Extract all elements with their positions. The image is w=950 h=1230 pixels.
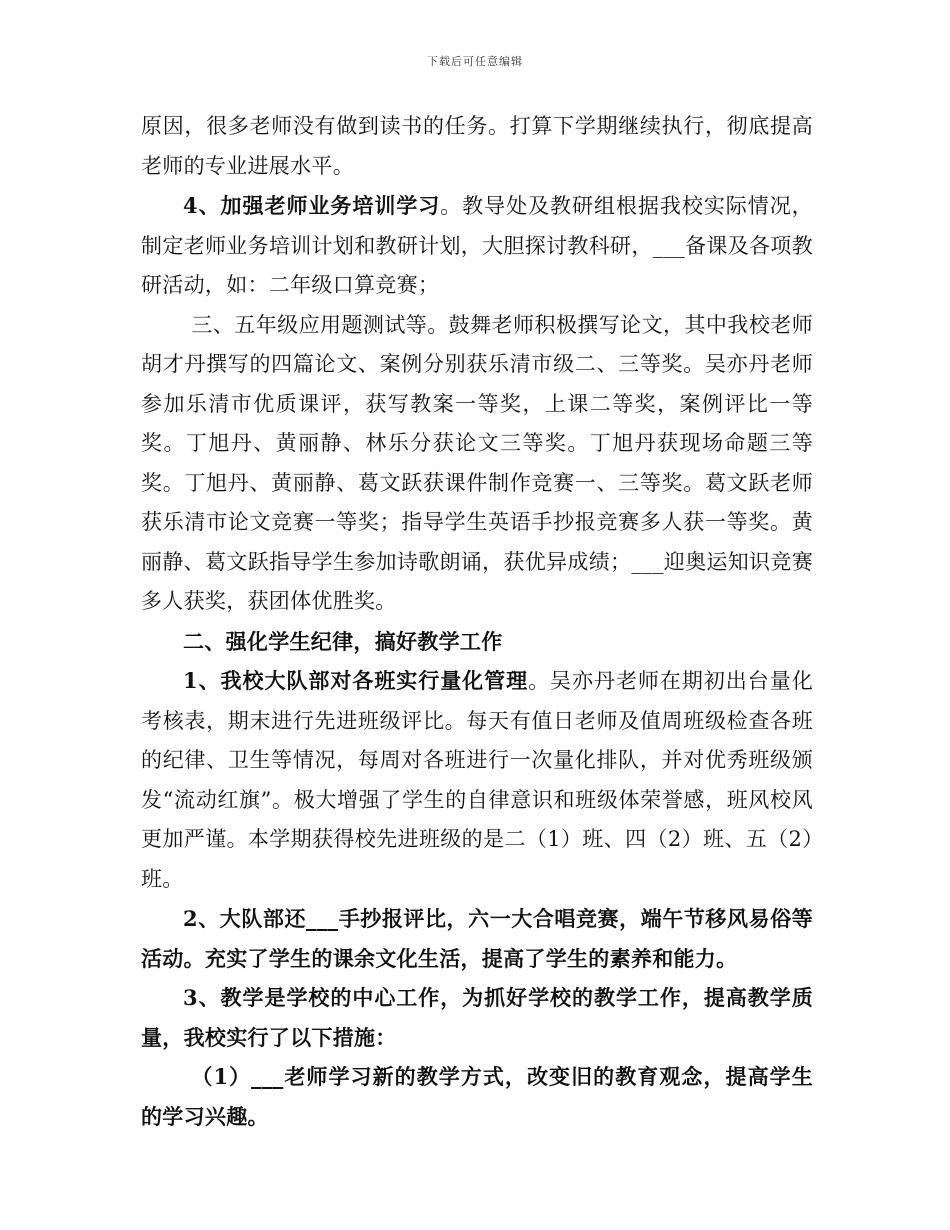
paragraph-lead-heading: 4、加强老师业务培训学习: [183, 193, 441, 218]
paragraph-text: 。吴亦丹老师在期初出台量化考核表，期末进行先进班级评比。每天有值日老师及值周班级检查各班的纪律、卫生等情况，每周对各班进行一次量化排队，并对优秀班级颁发“流动红旗”。极大增强了学生的自律意识和班级体荣誉感，班风校风更加严谨。本学期获得校先进班级的是二（1）班、四（2）班、五（2）班。: [141, 669, 813, 891]
paragraph-activities: 2、大队部还___手抄报评比，六一大合唱竞赛，端午节移风易俗等活动。充实了学生的课余文化生活，提高了学生的素养和能力。: [141, 906, 813, 971]
paragraph-text: 。教导处及教研组根据我校实际情况，制定老师业务培训计划和教研计划，大胆探讨教科研，___备课及各项教研活动，如：二年级口算竞赛；: [141, 194, 813, 297]
page-header: 下载后可任意编辑: [427, 55, 523, 68]
paragraph-measure-1: （1）___老师学习新的教学方式，改变旧的教育观念，提高学生的学习兴趣。: [141, 1064, 813, 1129]
paragraph-teaching-measures: 3、教学是学校的中心工作，为抓好学校的教学工作，提高教学质量，我校实行了以下措施：: [141, 985, 813, 1050]
section-heading-discipline: 二、强化学生纪律，搞好教学工作: [183, 628, 503, 654]
paragraph-continuation: 原因，很多老师没有做到读书的任务。打算下学期继续执行，彻底提高老师的专业进展水平。: [141, 114, 813, 178]
paragraph-quantified-management: [141, 661, 813, 899]
paragraph-awards: 三、五年级应用题测试等。鼓舞老师积极撰写论文，其中我校老师胡才丹撰写的四篇论文、案例分别获乐清市级二、三等奖。吴亦丹老师参加乐清市优质课评，获写教案一等奖，上课二等奖，案例评比一等奖。丁旭丹、黄丽静、林乐分获论文三等奖。丁旭丹获现场命题三等奖。丁旭丹、黄丽静、葛文跃获课件制作竞赛一、三等奖。葛文跃老师获乐清市论文竞赛一等奖；指导学生英语手抄报竞赛多人获一等奖。黄丽静、葛文跃指导学生参加诗歌朗诵，获优异成绩；___迎奥运知识竞赛多人获奖，获团体优胜奖。: [141, 312, 813, 613]
document-body: [141, 107, 813, 1136]
paragraph-lead-heading: 1、我校大队部对各班实行量化管理: [183, 668, 529, 693]
paragraph-teacher-training: [141, 186, 813, 306]
